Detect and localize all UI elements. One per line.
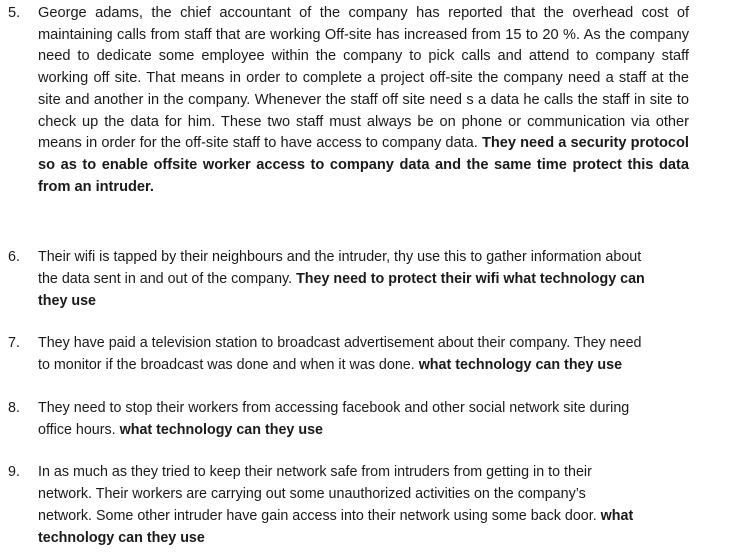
line-bold-text: They need to protect their wifi what technology can [296, 271, 645, 287]
text-line [38, 483, 694, 505]
question-number: 5. [8, 5, 21, 21]
line-plain-text: Their wifi is tapped by their neighbours and the intruder, thy use this to gather information about [38, 249, 642, 265]
question-number: 9. [8, 464, 20, 480]
question-number: 7. [8, 335, 20, 351]
question-bold-text: They need a security protocol so as to enable offsite worker access to company data and the same time protect this data from an intruder. [38, 135, 689, 195]
question-text [38, 246, 694, 312]
text-line [38, 419, 694, 441]
line-plain-text: to monitor if the broadcast was done and when it was done. [38, 357, 419, 373]
text-line [38, 354, 694, 376]
question-text [38, 461, 694, 549]
text-line [38, 268, 694, 290]
text-line [38, 246, 694, 268]
text-line [38, 290, 694, 312]
text-line [38, 332, 694, 354]
question-plain-text: George adams, the chief accountant of the company has reported that the overhead cost of maintaining calls from staff that are working Off-site has increased from 15 to 20 %. As the company need to dedicate some employee within the company to pick calls and attend to company staff working off site. That means in order to complete a project off-site the company need a staff at the site and another in the company. Whenever the staff off site need s a data he calls the staff in site to check up the data for him. These two staff must always be on phone or communication via other means in order for the off-site staff to have access to company data. [38, 5, 689, 152]
line-plain-text: network. Their workers are carrying out some unauthorized activities on the company’s [38, 486, 586, 502]
line-bold-text: what [600, 508, 634, 524]
question-text [38, 332, 694, 376]
line-plain-text: network. Some other intruder have gain access into their network using some back door. [38, 508, 601, 524]
question-number: 8. [8, 400, 20, 416]
text-line [38, 397, 694, 419]
line-plain-text: the data sent in and out of the company. [38, 271, 297, 287]
text-line [38, 527, 694, 549]
question-text [38, 3, 689, 198]
question-number: 6. [8, 249, 20, 265]
text-line [38, 505, 694, 527]
line-bold-text: technology can they use [38, 530, 205, 546]
text-line [38, 461, 694, 483]
line-bold-text: what technology can they use [418, 357, 623, 373]
line-plain-text: In as much as they tried to keep their network safe from intruders from getting in to their [38, 464, 592, 480]
line-plain-text: They need to stop their workers from accessing facebook and other social network site during [38, 400, 630, 416]
line-plain-text: They have paid a television station to broadcast advertisement about their company. They need [38, 335, 642, 351]
line-bold-text: what technology can they use [119, 422, 323, 438]
question-text [38, 397, 694, 441]
line-plain-text: office hours. [38, 422, 120, 438]
line-bold-text: they use [38, 293, 97, 309]
